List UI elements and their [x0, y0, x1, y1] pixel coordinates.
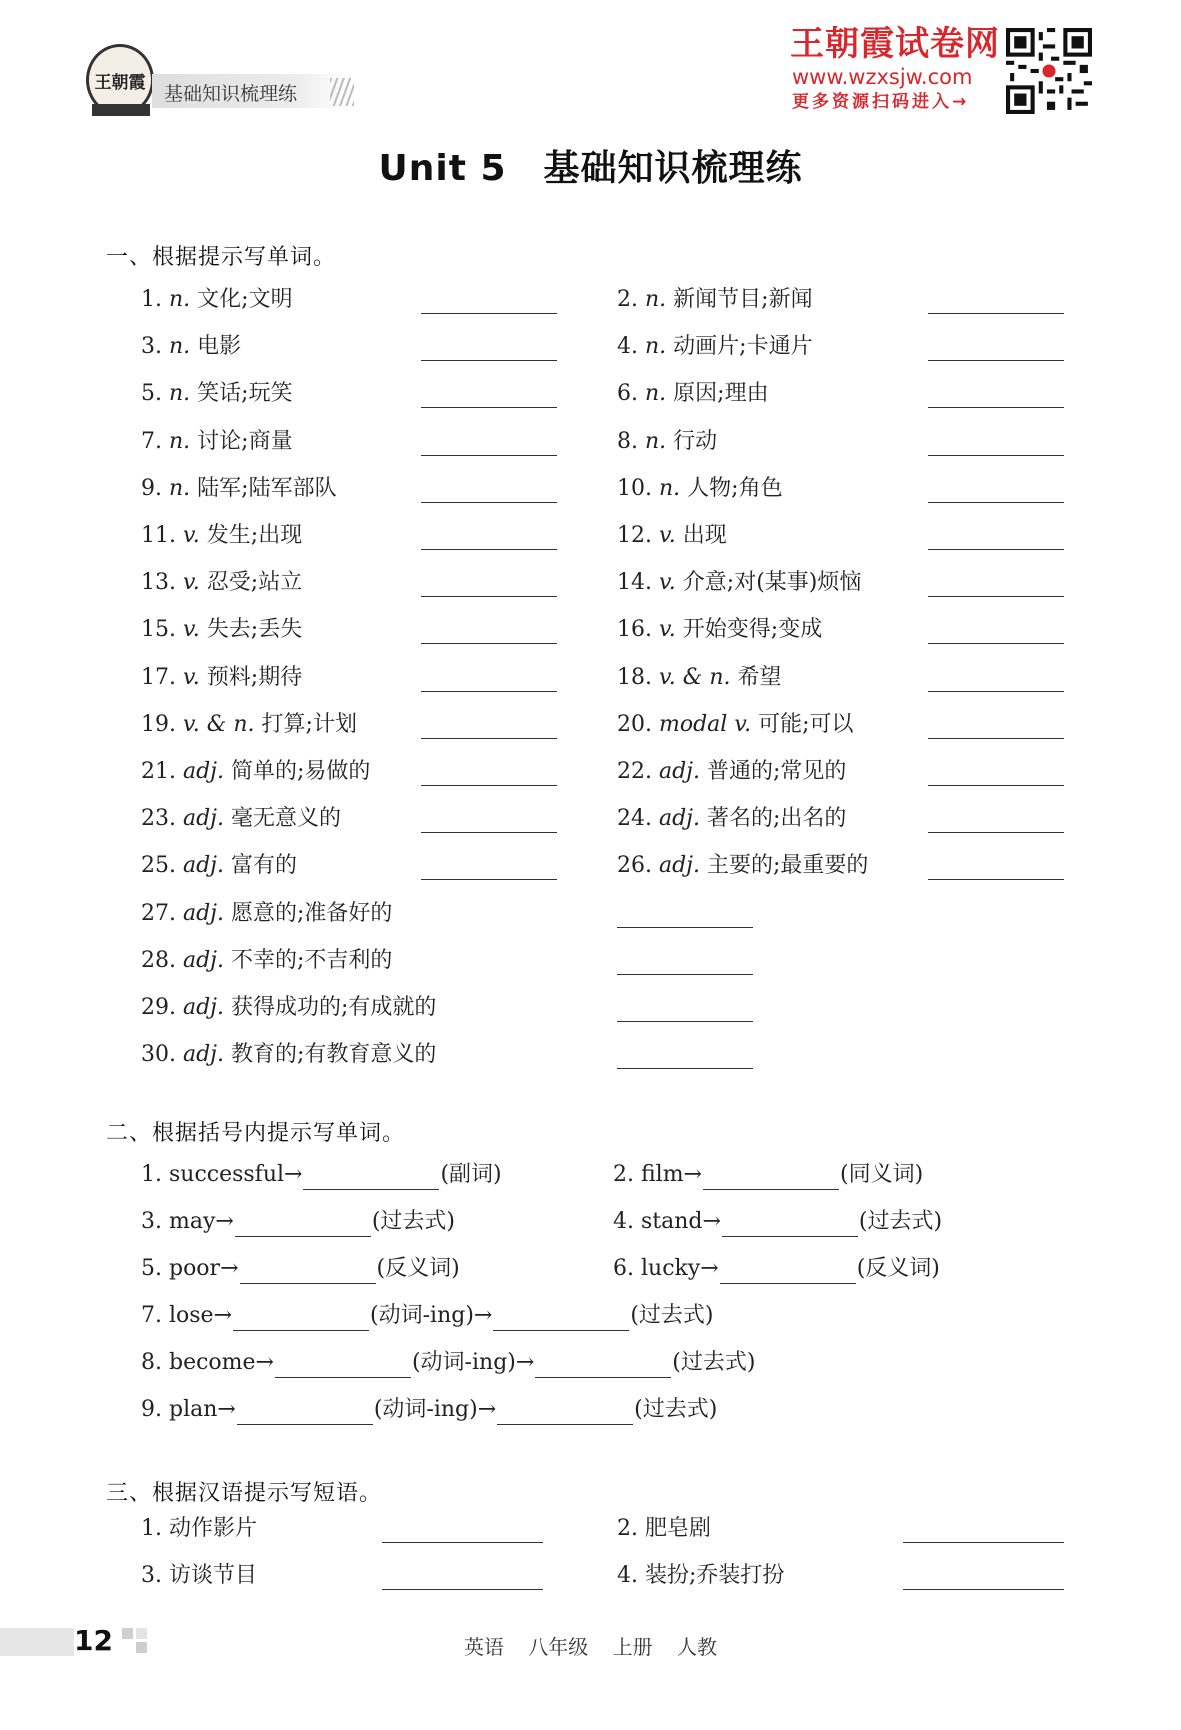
transform-prompt: 2. film→ [613, 1162, 702, 1187]
part-of-speech: v. [182, 617, 200, 643]
part-of-speech: v. [182, 523, 200, 548]
transform-item [141, 1207, 455, 1237]
vocab-item [617, 804, 846, 834]
answer-blank[interactable] [421, 785, 557, 786]
part-of-speech: n. [644, 334, 667, 360]
part-of-speech: adj. [182, 806, 224, 832]
phrase-item: 2. 肥皂剧 [617, 1516, 711, 1541]
transform-hint: (副词) [440, 1162, 502, 1187]
banner-stripes [330, 78, 354, 106]
vocab-item [617, 521, 727, 551]
item-number: 22. [617, 759, 659, 784]
answer-blank[interactable] [903, 1589, 1064, 1590]
vocab-item [141, 474, 337, 504]
answer-blank[interactable] [421, 360, 557, 361]
transform-prompt: 4. stand→ [613, 1209, 721, 1234]
part-of-speech: adj. [182, 1042, 224, 1068]
transform-prompt: 6. lucky→ [613, 1256, 719, 1281]
answer-blank[interactable] [928, 879, 1064, 880]
item-meaning: 介意;对(某事)烦恼 [682, 570, 862, 596]
part-of-speech: adj. [182, 947, 224, 973]
transform-prompt: 7. lose→ [141, 1303, 233, 1328]
answer-blank[interactable] [722, 1213, 858, 1237]
part-of-speech: adj. [182, 900, 224, 926]
item-meaning: 忍受;站立 [206, 570, 303, 596]
item-meaning: 文化;文明 [197, 287, 293, 312]
answer-blank[interactable] [421, 643, 557, 644]
answer-blank[interactable] [421, 455, 557, 456]
item-number: 4. [617, 334, 645, 360]
item-meaning: 打算;计划 [261, 711, 357, 737]
part-of-speech: n. [168, 334, 191, 360]
part-of-speech: v. & n. [182, 711, 255, 737]
item-meaning: 获得成功的;有成就的 [231, 995, 437, 1020]
item-meaning: 动画片;卡通片 [673, 334, 813, 360]
item-number: 14. [617, 570, 659, 596]
item-meaning: 陆军;陆军部队 [197, 475, 337, 501]
transform-hint: (反义词) [376, 1256, 460, 1281]
item-meaning: 预料;期待 [206, 664, 303, 690]
answer-blank[interactable] [235, 1213, 371, 1237]
item-meaning: 讨论;商量 [197, 428, 293, 454]
vocab-item [617, 285, 813, 315]
page-title: Unit 5 基础知识梳理练 [378, 148, 803, 189]
vocab-item [617, 615, 822, 645]
item-meaning: 不幸的;不吉利的 [231, 947, 393, 973]
answer-blank[interactable] [928, 596, 1064, 597]
part-of-speech: v. [658, 523, 676, 548]
item-number: 15. [141, 617, 183, 643]
transform-prompt: 5. poor→ [141, 1256, 239, 1281]
item-number: 21. [141, 759, 183, 784]
answer-blank[interactable] [421, 596, 557, 597]
part-of-speech: n. [658, 475, 681, 501]
part-of-speech: n. [168, 381, 191, 407]
answer-blank[interactable] [928, 549, 1064, 550]
answer-blank[interactable] [617, 1021, 753, 1022]
part-of-speech: adj. [182, 995, 224, 1020]
answer-blank[interactable] [928, 313, 1064, 314]
vocab-item [141, 332, 241, 362]
vocab-item [141, 285, 293, 315]
answer-blank[interactable] [421, 879, 557, 880]
part-of-speech: adj. [658, 853, 700, 879]
transform-item [141, 1395, 717, 1425]
part-of-speech: v. & n. [658, 664, 731, 690]
transform-prompt: 8. become→ [141, 1350, 274, 1375]
item-meaning: 行动 [673, 428, 718, 454]
part-of-speech: v. [658, 570, 676, 596]
section3-heading: 三、根据汉语提示写短语。 [106, 1481, 383, 1506]
vocab-item [141, 804, 341, 834]
answer-blank[interactable] [703, 1166, 839, 1190]
transform-hint: (过去式) [858, 1209, 943, 1234]
phrase-item: 1. 动作影片 [141, 1516, 257, 1541]
item-number: 18. [617, 664, 659, 690]
part-of-speech: v. [182, 664, 200, 690]
part-of-speech: v. [182, 570, 200, 596]
brand-url[interactable]: www.wzxsjw.com [792, 65, 973, 89]
answer-blank[interactable] [928, 360, 1064, 361]
item-number: 10. [617, 475, 659, 501]
transform-item [141, 1160, 502, 1190]
brand-cta: 更多资源扫码进入→ [792, 92, 970, 112]
item-meaning: 著名的;出名的 [707, 806, 847, 832]
item-number: 12. [617, 523, 659, 548]
item-number: 8. [617, 428, 645, 454]
part-of-speech: n. [644, 428, 667, 454]
transform-item [613, 1160, 923, 1190]
page-number: 12 [74, 1624, 113, 1657]
item-number: 29. [141, 995, 183, 1020]
answer-blank[interactable] [535, 1354, 671, 1378]
part-of-speech: n. [644, 287, 667, 312]
answer-blank[interactable] [928, 502, 1064, 503]
vocab-item [617, 332, 813, 362]
item-number: 17. [141, 664, 183, 690]
answer-blank[interactable] [421, 738, 557, 739]
part-of-speech: n. [644, 381, 667, 407]
vocab-item [141, 993, 436, 1023]
section-label: 基础知识梳理练 [164, 83, 298, 105]
item-number: 23. [141, 806, 183, 832]
vocab-item [141, 710, 357, 740]
brand-name: 王朝霞试卷网 [790, 24, 1000, 64]
item-number: 25. [141, 853, 183, 879]
answer-blank[interactable] [421, 502, 557, 503]
item-meaning: 富有的 [231, 853, 298, 879]
part-of-speech: modal v. [658, 711, 752, 737]
item-number: 13. [141, 570, 183, 596]
answer-blank[interactable] [275, 1354, 411, 1378]
transform-hint: (动词-ing)→ [411, 1350, 535, 1375]
item-number: 9. [141, 475, 169, 501]
part-of-speech: adj. [182, 759, 224, 784]
item-meaning: 原因;理由 [673, 381, 769, 407]
vocab-item [617, 427, 717, 457]
answer-blank[interactable] [421, 549, 557, 550]
answer-blank[interactable] [928, 738, 1064, 739]
item-number: 1. [141, 287, 169, 312]
vocab-item [141, 663, 302, 693]
item-number: 26. [617, 853, 659, 879]
vocab-item [141, 851, 297, 881]
transform-hint: (动词-ing)→ [373, 1397, 497, 1422]
vocab-item [141, 757, 370, 787]
answer-blank[interactable] [382, 1589, 543, 1590]
vocab-item [141, 568, 302, 598]
part-of-speech: adj. [182, 853, 224, 879]
phrase-item: 3. 访谈节目 [141, 1563, 257, 1588]
answer-blank[interactable] [497, 1401, 633, 1425]
footer-info: 英语 八年级 上册 人教 [463, 1635, 718, 1659]
vocab-item [617, 710, 854, 740]
vocab-item [141, 615, 302, 645]
transform-item [141, 1254, 460, 1284]
answer-blank[interactable] [617, 1068, 753, 1069]
answer-blank[interactable] [720, 1260, 856, 1284]
part-of-speech: v. [658, 617, 676, 643]
item-number: 2. [617, 287, 645, 312]
answer-blank[interactable] [382, 1542, 543, 1543]
vocab-item [617, 851, 868, 881]
vocab-item [617, 379, 769, 409]
answer-blank[interactable] [237, 1401, 373, 1425]
transform-prompt: 1. successful→ [141, 1162, 303, 1187]
item-meaning: 出现 [682, 523, 727, 548]
answer-blank[interactable] [240, 1260, 376, 1284]
item-number: 6. [617, 381, 645, 407]
vocab-item [141, 521, 302, 551]
vocab-item [617, 568, 861, 598]
answer-blank[interactable] [493, 1307, 629, 1331]
item-number: 20. [617, 711, 659, 737]
section2-heading: 二、根据括号内提示写单词。 [106, 1121, 406, 1146]
logo-ribbon [92, 104, 150, 116]
transform-item [613, 1254, 940, 1284]
transform-hint: (过去式) [672, 1350, 756, 1375]
answer-blank[interactable] [421, 407, 557, 408]
vocab-item [141, 427, 293, 457]
vocab-item [617, 663, 782, 693]
answer-blank[interactable] [928, 455, 1064, 456]
part-of-speech: n. [168, 475, 191, 501]
vocab-item [141, 379, 293, 409]
answer-blank[interactable] [903, 1542, 1064, 1543]
answer-blank[interactable] [233, 1307, 369, 1331]
answer-blank[interactable] [303, 1166, 439, 1190]
item-meaning: 开始变得;变成 [682, 617, 823, 643]
answer-blank[interactable] [928, 832, 1064, 833]
item-number: 16. [617, 617, 659, 643]
answer-blank[interactable] [928, 407, 1064, 408]
item-meaning: 愿意的;准备好的 [231, 900, 393, 926]
answer-blank[interactable] [617, 927, 753, 928]
item-meaning: 失去;丢失 [206, 617, 303, 643]
transform-hint: (同义词) [840, 1162, 924, 1187]
answer-blank[interactable] [928, 691, 1064, 692]
item-number: 3. [141, 334, 169, 360]
item-meaning: 普通的;常见的 [707, 759, 847, 784]
item-meaning: 人物;角色 [687, 475, 783, 501]
part-of-speech: n. [168, 428, 191, 454]
item-number: 24. [617, 806, 659, 832]
transform-hint: (过去式) [371, 1209, 455, 1234]
phrase-item: 4. 装扮;乔装打扮 [617, 1563, 785, 1588]
item-number: 19. [141, 711, 183, 737]
transform-item [141, 1348, 755, 1378]
transform-hint: (动词-ing)→ [370, 1303, 493, 1328]
qr-code-icon[interactable] [1006, 28, 1092, 114]
item-number: 27. [141, 900, 183, 926]
item-number: 5. [141, 381, 169, 407]
section-banner [152, 74, 352, 108]
item-number: 28. [141, 947, 183, 973]
item-meaning: 简单的;易做的 [231, 759, 371, 784]
item-meaning: 希望 [737, 664, 782, 690]
transform-hint: (反义词) [856, 1256, 940, 1281]
item-number: 7. [141, 428, 169, 454]
item-meaning: 可能;可以 [758, 711, 854, 737]
section1-heading: 一、根据提示写单词。 [106, 245, 337, 270]
transform-hint: (过去式) [630, 1303, 714, 1328]
answer-blank[interactable] [421, 691, 557, 692]
transform-prompt: 9. plan→ [141, 1397, 236, 1422]
vocab-item [617, 757, 846, 787]
item-meaning: 发生;出现 [206, 523, 303, 548]
transform-item [613, 1207, 942, 1237]
transform-prompt: 3. may→ [141, 1209, 234, 1234]
vocab-item [617, 474, 783, 504]
vocab-item [141, 899, 392, 929]
vocab-item [141, 1040, 436, 1070]
item-number: 11. [141, 523, 183, 548]
part-of-speech: n. [168, 287, 191, 312]
part-of-speech: adj. [658, 806, 700, 832]
answer-blank[interactable] [421, 313, 557, 314]
brand-block [790, 24, 1000, 114]
transform-hint: (过去式) [634, 1397, 718, 1422]
item-meaning: 教育的;有教育意义的 [231, 1042, 437, 1068]
item-meaning: 电影 [197, 334, 242, 360]
part-of-speech: adj. [658, 759, 700, 784]
answer-blank[interactable] [928, 643, 1064, 644]
transform-item [141, 1301, 714, 1331]
answer-blank[interactable] [421, 832, 557, 833]
item-meaning: 笑话;玩笑 [197, 381, 293, 407]
vocab-item [141, 946, 392, 976]
answer-blank[interactable] [617, 974, 753, 975]
item-meaning: 新闻节目;新闻 [673, 287, 813, 312]
item-number: 30. [141, 1042, 183, 1068]
logo-text: 王朝霞 [94, 72, 146, 93]
answer-blank[interactable] [928, 785, 1064, 786]
item-meaning: 毫无意义的 [231, 806, 342, 832]
item-meaning: 主要的;最重要的 [707, 853, 869, 879]
